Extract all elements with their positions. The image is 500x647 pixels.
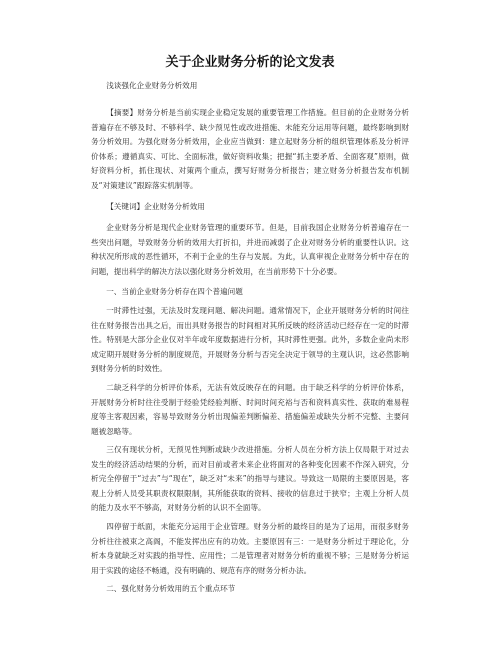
section-heading-1: 一、当前企业财务分析存在四个普遍问题	[106, 287, 243, 296]
subtitle: 浅谈强化企业财务分析效用	[106, 81, 198, 90]
problem-1-paragraph: 一时滞性过强，无法及时发现问题、解决问题。通常情况下，企业开展财务分析的时间往往在财务报告出具之后，而出具财务报告的时间相对其所反映的经济活动已经存在一定的时滞性。特别是大部分企业仅对半年或年度数据进行分析，其时滞性更强。此外，多数企业尚未形成定期开展财务分析的制度规范，开展财务分析与否完全决定于领导的主观认识，这必然影响到财务分析的时效性。	[91, 306, 409, 374]
abstract-paragraph: 【摘要】财务分析是当前实现企业稳定发展的重要管理工作措施。但目前的企业财务分析普遍存在不够及时、不够科学、缺少预见性或改进措施、未能充分运用等问题，最终影响到财务分析效用。为强化财务分析效用，企业应当做到：建立起财务分析的组织管理体系及分析评价体系；遵循真实、可比、全面标准，做好资料收集；把握“抓主要矛盾、全面客观”原则，做好资料分析，抓住现状、对策两个重点，撰写好财务分析报告；建立财务分析报告发布机制及“对策建议”跟踪落实机制等。	[91, 108, 409, 190]
problem-4-paragraph: 四停留于纸面，未能充分运用于企业管理。财务分析的最终目的是为了运用，而很多财务分析往往被束之高阁，不能发挥出应有的功效。主要原因有三：一是财务分析过于理论化，分析本身就缺乏对实践的指导性、应用性；二是管理者对财务分析的重视不够；三是财务分析运用于实践的途径不畅通，没有明确的、规范有序的财务分析办法。	[91, 522, 409, 575]
problem-2-paragraph: 二缺乏科学的分析评价体系，无法有效反映存在的问题。由于缺乏科学的分析评价体系，开展财务分析时往往受制于经验凭经验判断、时间时间充裕与否和资料真实性、获取的难易程度等主客观因素，容易导致财务分析出现偏差判断偏差、措施偏差或缺失分析不完整、主要问题被忽略等。	[91, 383, 409, 436]
document-title: 关于企业财务分析的论文发表	[165, 55, 335, 70]
problem-3-paragraph: 三仅有现状分析，无预见性判断或缺少改进措施。分析人员在分析方法上仅局限于对过去发生的经济活动结果的分析，而对目前或者未来企业将面对的各种变化因素不作深入研究，分析完全停留于“过去”与“现在”，缺乏对“未来”的指导与建议。导致这一局限的主要原因是，客观上分析人员受其职责权限限制，其所能获取的资料、接收的信息过于狭窄；主观上分析人员的能力及水平不够高，对财务分析的认识不全面等。	[91, 445, 409, 513]
keywords-line: 【关键词】企业财务分析效用	[106, 202, 205, 211]
section-heading-2: 二、强化财务分析效用的五个重点环节	[106, 584, 236, 593]
intro-paragraph: 企业财务分析是现代企业财务管理的重要环节。但是，目前我国企业财务分析普遍存在一些突出问题，导致财务分析的效用大打折扣，并进而减弱了企业对财务分析的重要性认识。这种状况所形成的恶性循环，不利于企业的生存与发展。为此，认真审视企业财务分析中存在的问题，提出科学的解决方法以强化财务分析效用，在当前形势下十分必要。	[91, 223, 409, 276]
